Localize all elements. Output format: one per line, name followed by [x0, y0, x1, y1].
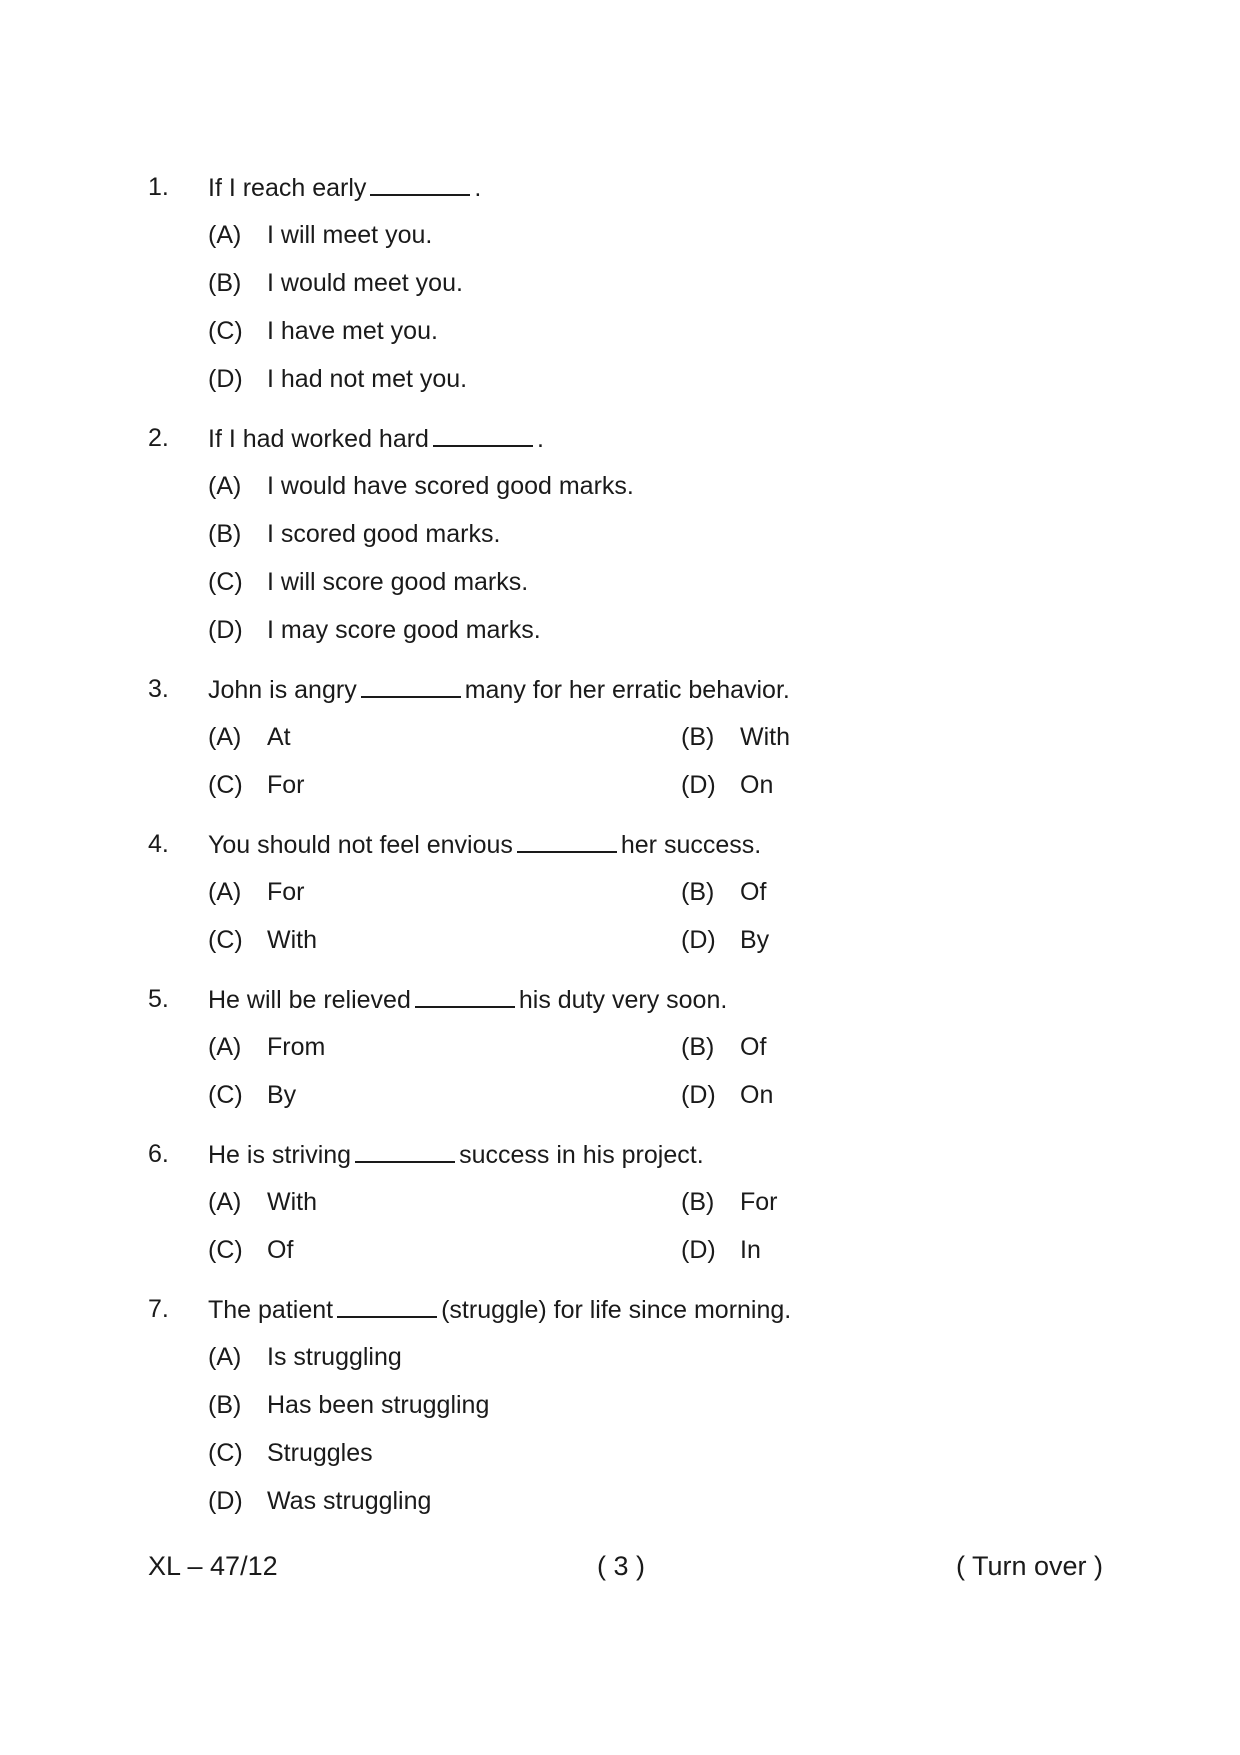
option-text: Of	[740, 878, 767, 906]
option-label: (B)	[681, 878, 715, 906]
option-label: (B)	[681, 723, 715, 751]
option-label: (B)	[208, 269, 242, 297]
option-text: With	[267, 926, 317, 954]
option-text: For	[740, 1188, 778, 1216]
option-label: (B)	[681, 1033, 715, 1061]
question-number: 5.	[148, 985, 169, 1013]
answer-blank	[337, 1294, 437, 1318]
option-text: Struggles	[267, 1439, 373, 1467]
option-text: I would have scored good marks.	[267, 472, 634, 500]
answer-blank	[517, 829, 617, 853]
option-text: I will score good marks.	[267, 568, 529, 596]
question-number: 1.	[148, 173, 169, 201]
option-label: (A)	[208, 1188, 242, 1216]
option-text: I scored good marks.	[267, 520, 501, 548]
option-text: At	[267, 723, 291, 751]
option-text: With	[740, 723, 790, 751]
option-text: I may score good marks.	[267, 616, 541, 644]
question-number: 2.	[148, 424, 169, 452]
option-label: (C)	[208, 317, 243, 345]
option-text: In	[740, 1236, 761, 1264]
option-text: I have met you.	[267, 317, 438, 345]
option-text: Has been struggling	[267, 1391, 490, 1419]
question-stem: John is angry many for her erratic behavior.	[208, 676, 790, 704]
option-label: (D)	[681, 1236, 716, 1264]
option-label: (A)	[208, 1033, 242, 1061]
option-text: By	[267, 1081, 297, 1109]
option-label: (A)	[208, 1343, 242, 1371]
question-number: 3.	[148, 675, 169, 703]
option-text: Of	[267, 1236, 294, 1264]
answer-blank	[370, 172, 470, 196]
option-label: (D)	[681, 926, 716, 954]
answer-blank	[361, 674, 461, 698]
option-label: (B)	[208, 520, 242, 548]
option-text: By	[740, 926, 770, 954]
option-label: (A)	[208, 723, 242, 751]
answer-blank	[415, 984, 515, 1008]
question-number: 7.	[148, 1295, 169, 1323]
option-label: (D)	[208, 1487, 243, 1515]
question-number: 6.	[148, 1140, 169, 1168]
turn-over-note: ( Turn over )	[956, 1551, 1104, 1581]
option-text: I had not met you.	[267, 365, 468, 393]
question-stem: If I reach early .	[208, 174, 482, 202]
option-label: (C)	[208, 926, 243, 954]
paper-code: XL – 47/12	[148, 1551, 278, 1581]
option-label: (D)	[681, 771, 716, 799]
option-text: Is struggling	[267, 1343, 402, 1371]
answer-blank	[355, 1139, 455, 1163]
option-label: (B)	[208, 1391, 242, 1419]
option-label: (C)	[208, 568, 243, 596]
option-text: Was struggling	[267, 1487, 432, 1515]
option-label: (D)	[208, 616, 243, 644]
question-stem: If I had worked hard .	[208, 425, 544, 453]
option-label: (A)	[208, 878, 242, 906]
answer-blank	[433, 423, 533, 447]
page-number: ( 3 )	[597, 1551, 646, 1581]
option-label: (A)	[208, 472, 242, 500]
option-text: From	[267, 1033, 326, 1061]
question-stem: He will be relieved his duty very soon.	[208, 986, 728, 1014]
question-stem: The patient (struggle) for life since morning.	[208, 1296, 792, 1324]
question-stem: You should not feel envious her success.	[208, 831, 762, 859]
option-text: I will meet you.	[267, 221, 433, 249]
question-number: 4.	[148, 830, 169, 858]
option-label: (A)	[208, 221, 242, 249]
option-text: For	[267, 771, 305, 799]
option-label: (C)	[208, 1439, 243, 1467]
option-label: (D)	[208, 365, 243, 393]
question-stem: He is striving success in his project.	[208, 1141, 704, 1169]
option-label: (C)	[208, 1081, 243, 1109]
option-text: For	[267, 878, 305, 906]
option-text: On	[740, 771, 774, 799]
option-text: With	[267, 1188, 317, 1216]
option-text: On	[740, 1081, 774, 1109]
option-text: Of	[740, 1033, 767, 1061]
option-label: (D)	[681, 1081, 716, 1109]
option-text: I would meet you.	[267, 269, 463, 297]
option-label: (C)	[208, 771, 243, 799]
option-label: (B)	[681, 1188, 715, 1216]
option-label: (C)	[208, 1236, 243, 1264]
